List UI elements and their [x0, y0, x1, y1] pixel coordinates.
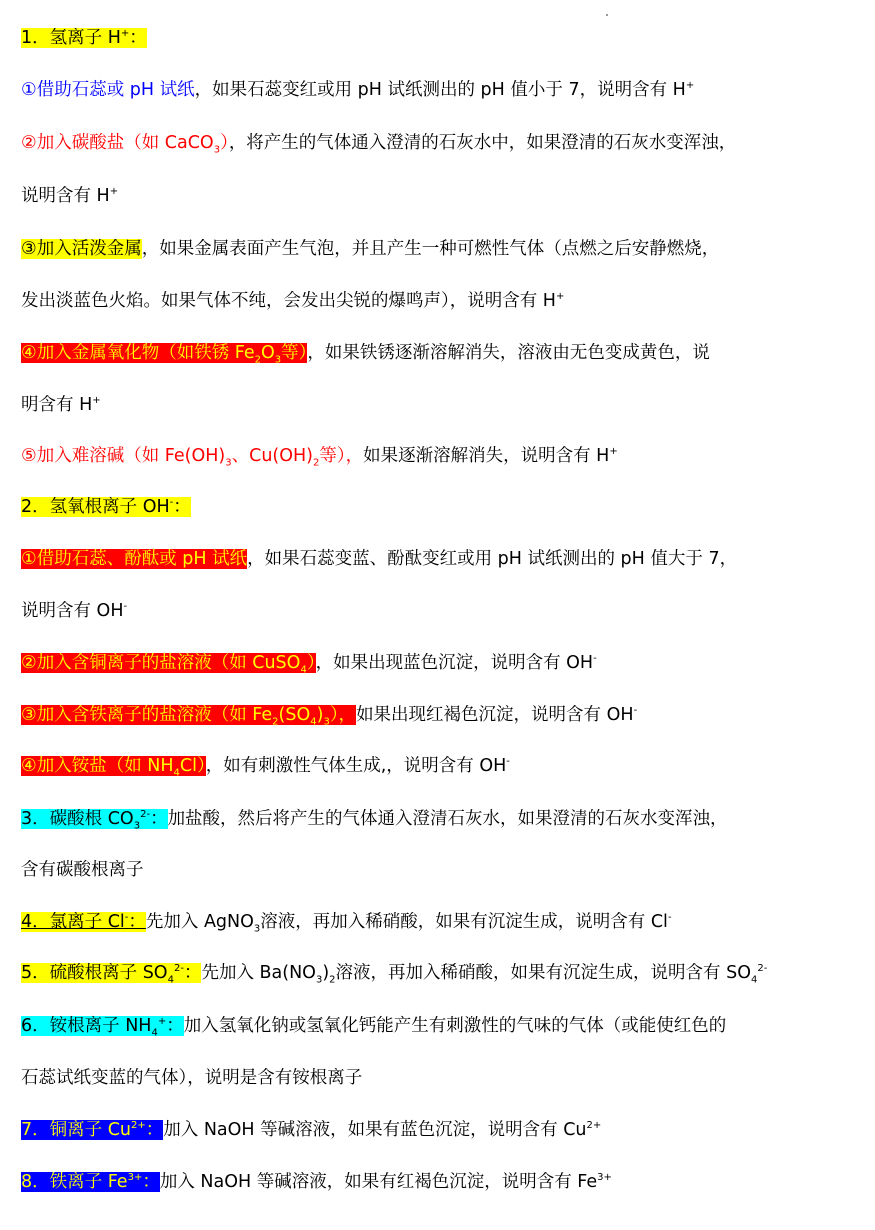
section-2-item-1: ①借助石蕊、酚酞或 pH 试纸，如果石蕊变蓝、酚酞变红或用 pH 试纸测出的 pH 值大于 7， [21, 549, 738, 569]
section-1-item-1: ①借助石蕊或 pH 试纸，如果石蕊变红或用 pH 试纸测出的 pH 值小于 7，说明含有 H+ [21, 80, 695, 100]
section-5: 5．硫酸根离子 $SO_4^{2-}$：先加入 $Ba(NO_3)_2$溶液，再加入稀硝酸，如果有沉淀生成，说明含有 $SO_4^{2-}$ [21, 963, 768, 986]
section-2-title: 2．氢氧根离子 OH-： [21, 497, 191, 517]
section-3-cont: 含有碳酸根离子 [21, 860, 144, 880]
section-3: 3．碳酸根 $CO_3^{2-}$：加盐酸，然后将产生的气体通入澄清石灰水，如果澄清的石灰水变浑浊， [21, 809, 728, 832]
stray-dot [606, 14, 608, 16]
section-2-item-4: ④加入铵盐（如 $NH_4Cl$），如有刺激性气体生成,，说明含有 OH- [21, 756, 510, 779]
section-1-item-4-cont: 明含有 H+ [21, 395, 101, 415]
section-2-item-3: ③加入含铁离子的盐溶液（如 $Fe_2(SO_4)_3$），如果出现红褐色沉淀，说明含有 OH- [21, 705, 638, 728]
section-8: 8．铁离子 $Fe^{3+}$：加入 NaOH 等碱溶液，如果有红褐色沉淀，说明含有 $Fe^{3+}$ [21, 1172, 612, 1192]
section-1-item-2-cont: 说明含有 H+ [21, 186, 119, 206]
section-2-item-1-cont: 说明含有 OH- [21, 601, 128, 621]
section-1-item-5: ⑤加入难溶碱（如 $Fe(OH)_3$、$Cu(OH)_2$等），如果逐渐溶解消失，说明含有 H+ [21, 446, 618, 469]
section-2-item-2: ②加入含铜离子的盐溶液（如 CuSO$_4$），如果出现蓝色沉淀，说明含有 OH- [21, 653, 597, 676]
section-1-item-3-cont: 发出淡蓝色火焰。如果气体不纯，会发出尖锐的爆鸣声），说明含有 H+ [21, 291, 565, 311]
section-1-title: 1．氢离子 H+： [21, 28, 147, 48]
section-6-cont: 石蕊试纸变蓝的气体），说明是含有铵根离子 [21, 1068, 363, 1088]
section-7: 7．铜离子 $Cu^{2+}$：加入 NaOH 等碱溶液，如果有蓝色沉淀，说明含有 $Cu^{2+}$ [21, 1120, 602, 1140]
section-6: 6．铵根离子 $NH_4^+$：加入氢氧化钠或氢氧化钙能产生有刺激性的气味的气体（或能使红色的 [21, 1016, 727, 1039]
section-1-item-3: ③加入活泼金属，如果金属表面产生气泡，并且产生一种可燃性气体（点燃之后安静燃烧， [21, 239, 720, 259]
section-4: 4．氯离子 Cl-：先加入 AgNO$_3$溶液，再加入稀硝酸，如果有沉淀生成，说明含有 Cl- [21, 912, 672, 935]
section-1-item-2: ②加入碳酸盐（如 CaCO$_3$），将产生的气体通入澄清的石灰水中，如果澄清的石灰水变浑浊， [21, 133, 737, 156]
section-1-item-4: ④加入金属氧化物（如铁锈 $Fe_2O_3$等），如果铁锈逐渐溶解消失，溶液由无色变成黄色，说 [21, 343, 710, 366]
